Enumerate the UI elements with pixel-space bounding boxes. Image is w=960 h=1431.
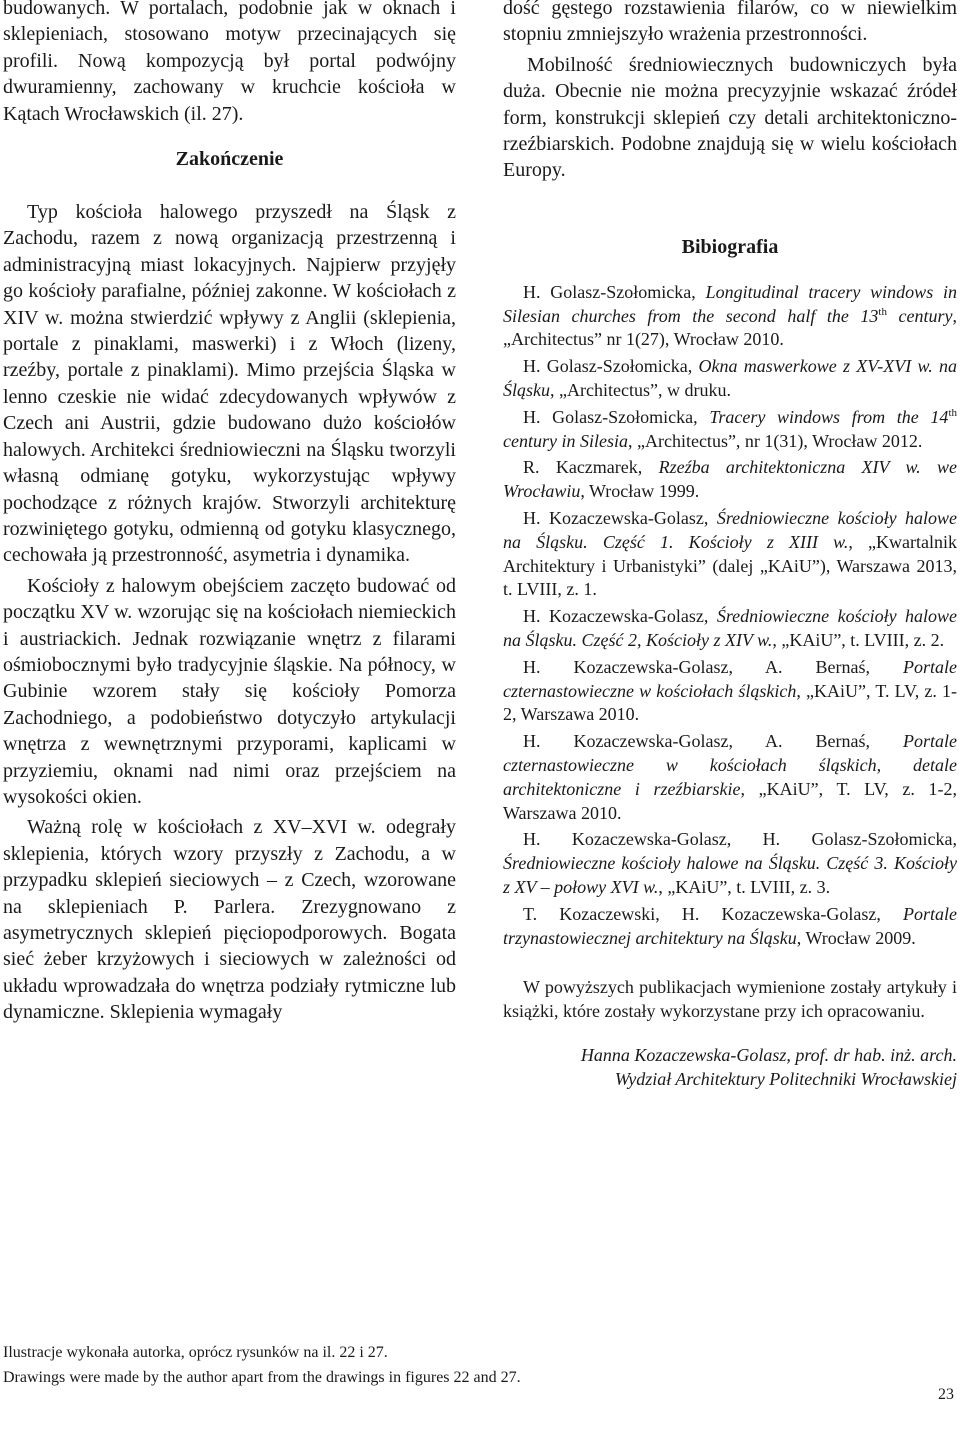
section-heading-conclusion: Zakończenie: [175, 148, 284, 171]
page-number: 23: [938, 1386, 954, 1403]
ref-title: Portale czternastowieczne w kościołach śląskich, detale architektoniczne i rzeźbiarskie: [503, 731, 957, 799]
right-column: [503, 0, 957, 1092]
bibliography-entry: [503, 730, 957, 825]
author-affiliation: Wydział Architektury Politechniki Wrocławskiej: [614, 1068, 957, 1089]
ref-details: , „Kwartalnik Architektury i Urbanistyki” (dalej „KAiU”), Warszawa 2013, t. LVIII, z. 1.: [503, 531, 957, 600]
ref-title: Średniowieczne kościoły halowe na Śląsku. Część 3. Kościoły z XV – połowy XVI w.: [503, 853, 957, 897]
illustration-credits: [3, 1340, 903, 1390]
ref-superscript: th: [878, 305, 887, 318]
ref-details: , „Architectus”, nr 1(31), Wrocław 2012.: [627, 430, 923, 451]
mobility-paragraph: Mobilność średniowiecznych budowniczych była duża. Obecnie nie można precyzyjnie wskazać źródeł form, konstrukcji sklepień czy detali architektoniczno-rzeźbiarskich. Podobne znajdują się w wielu kościołach Europy.: [503, 53, 957, 182]
bibliography-entry: [503, 605, 957, 653]
ref-details: , „KAiU”, t. LVIII, z. 2.: [772, 630, 945, 650]
ref-authors: T. Kozaczewski, H. Kozaczewska-Golasz,: [523, 903, 903, 924]
conclusion-paragraph-1: Typ kościoła halowego przyszedł na Śląsk z Zachodu, razem z nową organizacją przestrzenną i administracyjną miast lokacyjnych. Najpierw przyjęły go kościoły parafialne, później zakonne. W kościołach z XIV w. można stwierdzić wpływy z Anglii (sklepienia, portale z pinaklami, maswerki) i z Włoch (lizeny, rzeźby, portale z pinaklami). Mimo przejścia Śląska w lenno czeskie nie widać zdecydowanych wpływów z Czech ani Austrii, gdzie budowano dużo kościołów halowych. Architekci średniowieczni na Śląsku tworzyli własną odmianę gotyku, wykorzystując wpływy pochodzące z różnych krajów. Stworzyli architekturę rozwiniętego gotyku, odmienną od gotyku klasycznego, cechowała ją przestronność, asymetria i dynamika.: [3, 201, 456, 567]
bibliography-entry: [503, 507, 957, 602]
ref-authors: H. Kozaczewska-Golasz,: [523, 508, 717, 529]
ref-details: , „KAiU”, T. LV, z. 1-2, Warszawa 2010.: [503, 680, 957, 725]
ref-details: , Wrocław 2009.: [796, 927, 916, 948]
ref-title: Średniowieczne kościoły halowe na Śląsku. Część 2, Kościoły z XIV w.: [503, 606, 958, 650]
left-column: [3, 0, 456, 1026]
bibliography-entry: [503, 281, 957, 352]
ref-title: Tracery windows from the 14: [709, 406, 949, 427]
bibliography-entry: [503, 406, 957, 454]
intro-paragraph: budowanych. W portalach, podobnie jak w oknach i sklepieniach, stosowano motyw przecinających się profili. Nową kompozycją był portal podwójny dwuramienny, zachowany w kruchcie kościoła w Kątach Wrocławskich (il. 27).: [3, 0, 456, 125]
bibliography-entry: [503, 355, 957, 403]
ref-authors: H. Kozaczewska-Golasz, A. Bernaś,: [523, 656, 903, 677]
ref-details: , „Architectus”, w druku.: [550, 380, 731, 401]
bibliography-list: [503, 281, 957, 951]
ref-title: Longitudinal tracery windows in Silesian churches from the second half the 13: [503, 281, 957, 326]
bibliography-entry: [503, 828, 957, 899]
credits-polish: Ilustracje wykonała autorka, oprócz rysunków na il. 22 i 27.: [3, 1344, 388, 1361]
continued-paragraph: dość gęstego rozstawienia filarów, co w niewielkim stopniu zmniejszyło wrażenia przestronności.: [503, 0, 957, 46]
conclusion-paragraph-2: Kościoły z halowym obejściem zaczęto budować od początku XV w. wzorując się na kościołach niemieckich i austriackich. Jednak rozwiązanie wnętrz z filarami ośmiobocznymi było tradycyjnie śląskie. Na północy, w Gubinie wzorem stały się kościoły Pomorza Zachodniego, a podobieństwo dotyczyło artykulacji wnętrza z wewnętrznymi przyporami, kaplicami w przyziemiu, oknami nad nimi oraz przejściem na wysokości okien.: [3, 574, 456, 808]
ref-authors: H. Kozaczewska-Golasz,: [523, 606, 717, 627]
ref-title: Średniowieczne kościoły halowe na Śląsku. Część 1. Kościoły z XIII w.: [503, 508, 958, 552]
ref-authors: H. Golasz-Szołomicka,: [523, 356, 699, 377]
ref-authors: R. Kaczmarek,: [523, 457, 659, 478]
conclusion-paragraph-3: Ważną rolę w kościołach z XV–XVI w. odegrały sklepienia, których wzory przyszły z Zachodu, a w przypadku sklepień sieciowych – z Czech, wzorowane na sklepieniach P. Parlera. Zrezygnowano z asymetrycznych sklepień pięciopodporowych. Bogata sieć żeber krzyżowych i sieciowych w zależności od układu wprowadzała do wnętrza podziały rytmiczne lub dynamiczne. Sklepienia wymagały: [3, 816, 456, 1024]
bibliography-note: W powyższych publikacjach wymienione zostały artykuły i książki, które zostały wykorzystane przy ich opracowaniu.: [503, 977, 957, 1022]
ref-title: Okna maswerkowe z XV-XVI w. na Śląsku: [503, 356, 957, 401]
bibliography-entry: [503, 456, 957, 504]
ref-title: century in Silesia: [503, 430, 628, 451]
ref-superscript: th: [948, 406, 957, 419]
ref-title: Portale trzynastowiecznej architektury na Śląsku: [503, 903, 957, 948]
ref-details: , „KAiU”, t. LVIII, z. 3.: [658, 876, 831, 897]
ref-authors: H. Kozaczewska-Golasz, H. Golasz-Szołomicka,: [523, 829, 957, 850]
ref-title: century: [886, 305, 953, 326]
bibliography-entry: [503, 656, 957, 727]
ref-title: Portale czternastowieczne w kościołach śląskich: [503, 656, 957, 701]
ref-authors: H. Golasz-Szołomicka,: [523, 281, 706, 302]
ref-authors: H. Golasz-Szołomicka,: [523, 406, 710, 427]
author-name: Hanna Kozaczewska-Golasz, prof. dr hab. inż. arch.: [580, 1044, 957, 1065]
ref-authors: H. Kozaczewska-Golasz, A. Bernaś,: [523, 731, 903, 752]
ref-details: , „Architectus” nr 1(27), Wrocław 2010.: [503, 305, 958, 350]
section-heading-bibliography: Bibiografia: [681, 235, 779, 258]
credits-english: Drawings were made by the author apart from the drawings in figures 22 and 27.: [3, 1369, 521, 1386]
bibliography-entry: [503, 903, 957, 951]
ref-title: Rzeźba architektoniczna XIV w. we Wrocławiu: [503, 457, 957, 502]
ref-details: , Wrocław 1999.: [580, 481, 700, 502]
ref-details: , „KAiU”, T. LV, z. 1-2, Warszawa 2010.: [503, 778, 957, 823]
